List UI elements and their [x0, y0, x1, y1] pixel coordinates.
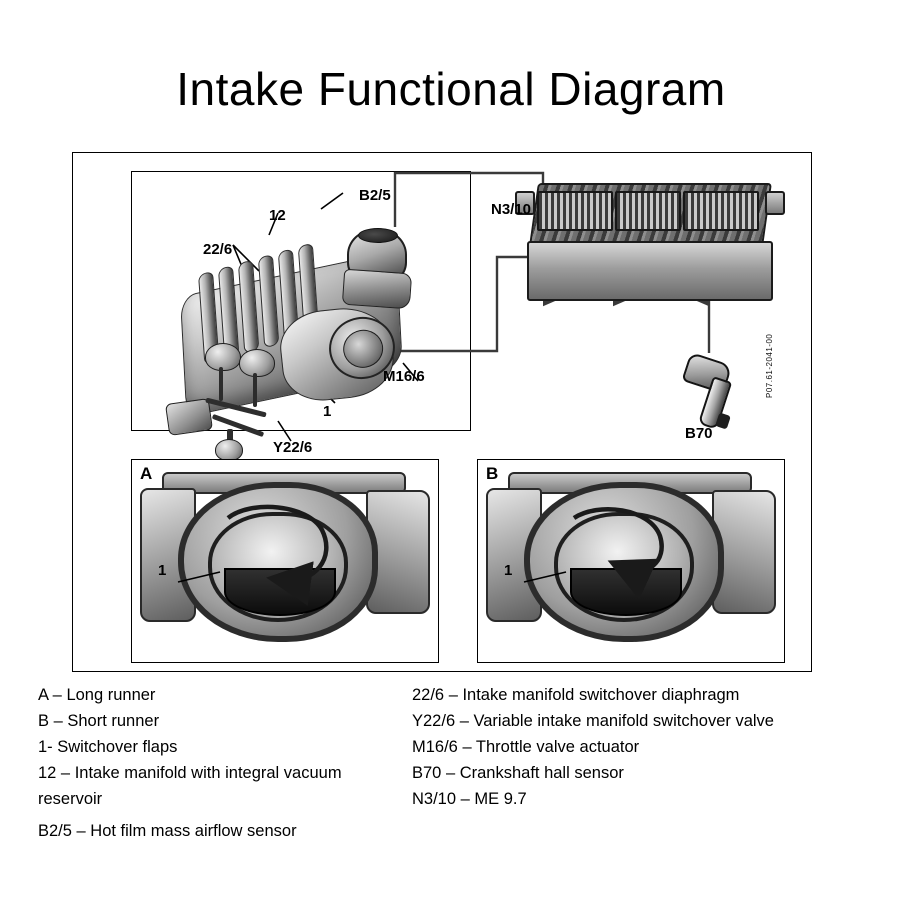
maf-housing	[342, 269, 412, 310]
legend-item: B2/5 – Hot film mass airflow sensor	[38, 822, 297, 840]
detail-b-callout-1: 1	[504, 562, 513, 579]
callout-m16-6: M16/6	[383, 368, 425, 385]
diaphragm-stem-1	[219, 367, 223, 401]
ecu-connector-3	[683, 191, 759, 231]
crankshaft-hall-sensor	[683, 358, 753, 430]
flap-illustration-b	[478, 460, 785, 663]
legend-item: 12 – Intake manifold with integral vacuum reservoir	[38, 764, 342, 808]
intake-manifold-assembly	[153, 213, 443, 463]
ecu-connector-1	[537, 191, 613, 231]
detail-view-b-short-runner	[477, 459, 785, 663]
switchover-diaphragm-2	[239, 349, 275, 377]
detail-b-letter: B	[486, 464, 499, 483]
manifold-lower-fitting	[165, 398, 213, 436]
callout-b70: B70	[685, 425, 713, 442]
callout-y22-6: Y22/6	[273, 439, 313, 456]
detail-a-callout-1: 1	[158, 562, 167, 579]
callout-12: 12	[269, 207, 286, 224]
callout-1-main: 1	[323, 403, 332, 420]
legend-item: B70 – Crankshaft hall sensor	[412, 764, 624, 782]
callout-b2-5: B2/5	[359, 187, 391, 204]
switchover-diaphragm-cluster	[175, 343, 305, 453]
legend-item: N3/10 – ME 9.7	[412, 790, 527, 808]
diagram-frame	[72, 152, 812, 672]
linkage-arm-2	[212, 414, 264, 437]
engine-control-unit	[523, 183, 773, 308]
switchover-diaphragm-1	[205, 343, 241, 371]
page-title: Intake Functional Diagram	[176, 63, 726, 115]
legend-item: M16/6 – Throttle valve actuator	[412, 738, 640, 756]
hall-sensor-tip	[715, 412, 731, 429]
ecu-body	[527, 241, 773, 301]
legend-item: B – Short runner	[38, 712, 160, 730]
detail-view-a-long-runner	[131, 459, 439, 663]
callout-n3-10: N3/10	[491, 201, 532, 218]
legend-item: 22/6 – Intake manifold switchover diaphragm	[412, 686, 740, 704]
detail-a-letter: A	[140, 464, 153, 483]
legend-right-column	[412, 682, 882, 812]
legend-left-column	[38, 682, 408, 844]
callout-22-6: 22/6	[203, 241, 233, 258]
legend-item: Y22/6 – Variable intake manifold switchover valve	[412, 712, 774, 730]
leader-line-b	[478, 460, 785, 663]
variable-intake-switchover-valve	[215, 439, 243, 461]
ecu-connector-2	[615, 191, 681, 231]
legend-item: 1- Switchover flaps	[38, 738, 178, 756]
legend-item: A – Long runner	[38, 686, 156, 704]
hot-film-mass-airflow-sensor	[341, 223, 413, 307]
flap-illustration-a	[132, 460, 439, 663]
ecu-mount-tab-right	[765, 191, 785, 215]
drawing-number: P07.61-2041-00	[765, 333, 774, 398]
diaphragm-stem-2	[253, 373, 257, 407]
leader-line-a	[132, 460, 439, 663]
